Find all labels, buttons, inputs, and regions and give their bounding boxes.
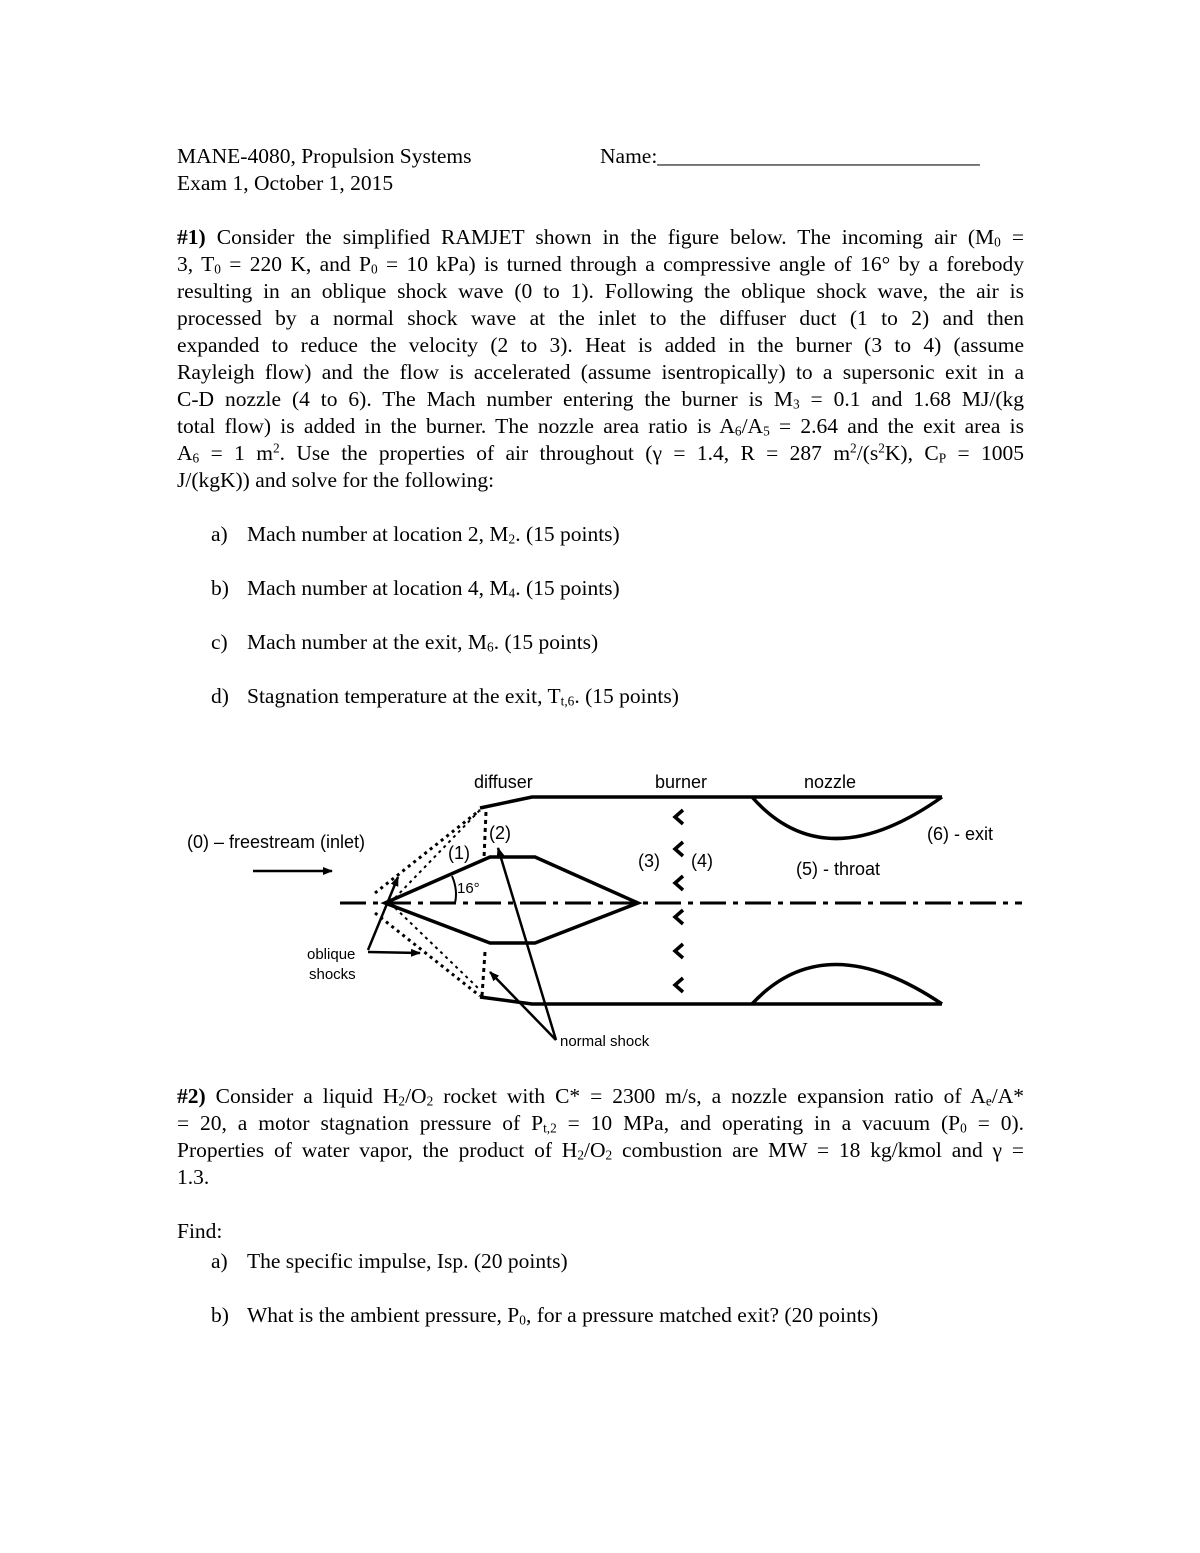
upper-wall: [480, 797, 942, 808]
problem1-line2: 3, $T_0 = 220$ K, and $P_0 = 10$ kPa) is turned through a compressive angle of 16° by a forebody: [177, 252, 1024, 277]
problem1-line7: C-D nozzle (4 to 6). The Mach number entering the burner is $M_3 = 0.1$ and 1.68 MJ/(kg: [177, 387, 1024, 412]
label-station-2: (2): [489, 823, 511, 843]
oblique-shock-inner-lower: [390, 903, 478, 988]
problem2-item-a: a) The specific impulse, Isp. (20 points): [211, 1249, 568, 1273]
oblique-pointer-lower: [368, 952, 420, 953]
label-diffuser: diffuser: [474, 772, 533, 792]
problem2-line4: 1.3.: [177, 1165, 210, 1189]
problem1-line6: Rayleigh flow) and the flow is accelerated (assume isentropically) to a supersonic exit in a: [177, 360, 1024, 384]
problem1-line4: processed by a normal shock wave at the inlet to the diffuser duct (1 to 2) and then: [177, 306, 1024, 330]
problem2-item-b: b) What is the ambient pressure, $P_0$, for a pressure matched exit? (20 points): [211, 1303, 879, 1328]
centerbody: [385, 857, 638, 943]
problem1-line10: J/(kgK)) and solve for the following:: [177, 468, 495, 492]
label-station-3: (3): [638, 851, 660, 871]
problem1-line9: $A_6 = 1$ $m^2$. Use the properties of air throughout (γ = 1.4, R = 287 $m^2/(s^2K)$, $C_P = 1005$: [177, 440, 1024, 466]
problem2-find: Find:: [177, 1219, 223, 1243]
label-oblique: oblique: [307, 946, 356, 963]
normal-shock-upper: [484, 812, 486, 858]
problem2-number: #2): [177, 1084, 206, 1108]
oblique-shock-lower: [375, 913, 480, 996]
problem1-item-a: a) Mach number at location 2, $M_2$. (15 points): [211, 522, 620, 547]
lower-wall: [480, 997, 942, 1004]
lower-nozzle-contour: [752, 965, 942, 1005]
problem1-item-b: b) Mach number at location 4, $M_4$. (15 points): [211, 576, 620, 601]
problem1-line3: resulting in an oblique shock wave (0 to 1). Following the oblique shock wave, the air is: [177, 279, 1024, 303]
problem1-line8: total flow) is added in the burner. The nozzle area ratio is $A_6/A_5 = 2.64$ and the exit area is: [177, 414, 1024, 439]
label-burner: burner: [655, 772, 708, 792]
label-shocks: shocks: [309, 966, 356, 983]
name-field-label: Name:______________________________: [600, 144, 980, 168]
label-station-1: (1): [448, 843, 470, 863]
label-exit: (6) - exit: [927, 824, 994, 844]
problem2-line1: #2) Consider a liquid $H_2/O_2$ rocket with C* = 2300 m/s, a nozzle expansion ratio of $A_e/A*$: [177, 1084, 1025, 1109]
label-nozzle: nozzle: [804, 772, 857, 792]
flame-holders: [675, 810, 683, 992]
label-freestream: (0) – freestream (inlet): [187, 832, 366, 852]
label-throat: (5) - throat: [796, 859, 881, 879]
problem1-line1: #1) Consider the simplified RAMJET shown in the figure below. The incoming air ($M_0$ =: [177, 225, 1024, 250]
label-station-4: (4): [691, 851, 713, 871]
angle-arc: [452, 876, 456, 903]
problem1-item-d: d) Stagnation temperature at the exit, $T_{t,6}$. (15 points): [211, 684, 679, 709]
exam-date: Exam 1, October 1, 2015: [177, 171, 394, 195]
problem2-line2: = 20, a motor stagnation pressure of $P_{t,2} = 10$ MPa, and operating in a vacuum $(P_0 = 0)$.: [177, 1111, 1024, 1136]
problem1-number: #1): [177, 225, 206, 249]
problem1-item-c: c) Mach number at the exit, $M_6$. (15 points): [211, 630, 599, 655]
upper-nozzle-contour: [752, 797, 942, 839]
normal-shock-lower: [482, 952, 485, 996]
problem1-line5: expanded to reduce the velocity (2 to 3). Heat is added in the burner (3 to 4) (assume: [177, 333, 1024, 357]
label-angle: 16°: [457, 880, 480, 897]
course-title: MANE-4080, Propulsion Systems: [177, 144, 472, 168]
problem2-line3: Properties of water vapor, the product of $H_2/O_2$ combustion are MW = 18 kg/kmol and γ =: [177, 1138, 1024, 1163]
label-normal-shock: normal shock: [560, 1033, 650, 1050]
